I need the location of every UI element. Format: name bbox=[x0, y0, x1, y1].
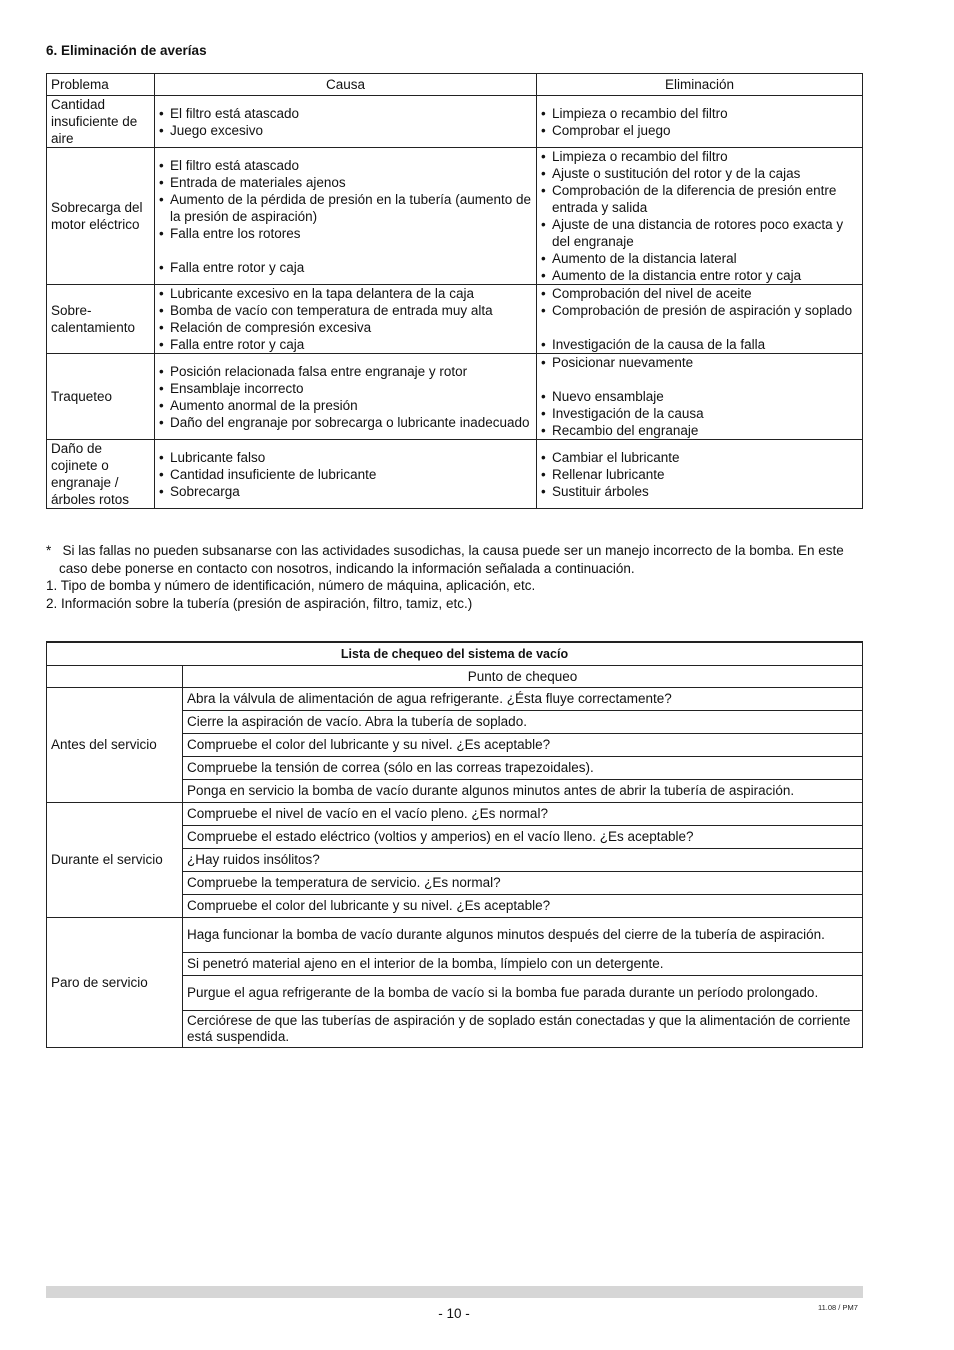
cause-item: • Bomba de vacío con temperatura de entrada muy alta bbox=[159, 302, 532, 319]
checklist-item: Compruebe la temperatura de servicio. ¿Es normal? bbox=[183, 872, 863, 895]
remedy-list bbox=[541, 105, 858, 139]
footer-bar bbox=[46, 1286, 863, 1298]
remedy-item: • Sustituir árboles bbox=[541, 483, 858, 500]
remedy-item: • Posicionar nuevamente bbox=[541, 354, 858, 371]
cause-item bbox=[159, 242, 532, 259]
checklist-item: Compruebe la tensión de correa (sólo en las correas trapezoidales). bbox=[183, 757, 863, 780]
checklist-item: Abra la válvula de alimentación de agua refrigerante. ¿Ésta fluye correctamente? bbox=[183, 688, 863, 711]
section-title: 6. Eliminación de averías bbox=[46, 43, 207, 58]
cause-item: • Aumento anormal de la presión bbox=[159, 397, 532, 414]
checklist-empty-header bbox=[47, 666, 183, 688]
checklist-item: Cerciórese de que las tuberías de aspiración y de soplado están conectadas y que la alimentación de corriente está suspendida. bbox=[183, 1011, 863, 1048]
checklist-item: Purgue el agua refrigerante de la bomba de vacío si la bomba fue parada durante un período prolongado. bbox=[183, 976, 863, 1011]
remedy-item: • Comprobación del nivel de aceite bbox=[541, 285, 858, 302]
table-row bbox=[47, 354, 863, 440]
cause-cell bbox=[155, 440, 537, 509]
problem-cell: Traqueteo bbox=[47, 354, 155, 440]
footnote bbox=[46, 542, 866, 577]
notes bbox=[46, 542, 866, 612]
remedy-list bbox=[541, 449, 858, 500]
remedy-list bbox=[541, 148, 858, 284]
table-row bbox=[47, 148, 863, 285]
remedy-item: • Nuevo ensamblaje bbox=[541, 388, 858, 405]
checklist-row bbox=[47, 803, 863, 826]
remedy-item: • Comprobar el juego bbox=[541, 122, 858, 139]
checklist-row bbox=[47, 918, 863, 953]
checklist-item: Ponga en servicio la bomba de vacío durante algunos minutos antes de abrir la tubería de aspiración. bbox=[183, 780, 863, 803]
cause-item: • Falla entre rotor y caja bbox=[159, 336, 532, 353]
remedy-item: • Ajuste de una distancia de rotores poco exacta y del engranaje bbox=[541, 216, 858, 250]
checklist-item: ¿Hay ruidos insólitos? bbox=[183, 849, 863, 872]
table-row bbox=[47, 96, 863, 148]
checklist-item: Compruebe el estado eléctrico (voltios y amperios) en el vacío lleno. ¿Es aceptable? bbox=[183, 826, 863, 849]
remedy-list bbox=[541, 354, 858, 439]
cause-item: • Sobrecarga bbox=[159, 483, 532, 500]
cause-item: • Falla entre los rotores bbox=[159, 225, 532, 242]
problem-cell: Cantidad insuficiente de aire bbox=[47, 96, 155, 148]
header-remedy: Eliminación bbox=[537, 74, 863, 96]
cause-item: • Daño del engranaje por sobrecarga o lubricante inadecuado bbox=[159, 414, 532, 431]
table-header-row bbox=[47, 74, 863, 96]
troubleshooting-table bbox=[46, 73, 863, 509]
cause-cell bbox=[155, 148, 537, 285]
cause-item: • Entrada de materiales ajenos bbox=[159, 174, 532, 191]
remedy-item: • Investigación de la causa de la falla bbox=[541, 336, 858, 353]
cause-item: • Relación de compresión excesiva bbox=[159, 319, 532, 336]
problem-cell: Sobre-calentamiento bbox=[47, 285, 155, 354]
cause-cell bbox=[155, 354, 537, 440]
remedy-item: • Recambio del engranaje bbox=[541, 422, 858, 439]
table-row bbox=[47, 440, 863, 509]
problem-cell: Sobrecarga del motor eléctrico bbox=[47, 148, 155, 285]
header-cause: Causa bbox=[155, 74, 537, 96]
remedy-item: • Limpieza o recambio del filtro bbox=[541, 148, 858, 165]
checklist-group: Durante el servicio bbox=[47, 803, 183, 918]
remedy-item bbox=[541, 319, 858, 336]
remedy-cell bbox=[537, 440, 863, 509]
checklist-item: Cierre la aspiración de vacío. Abra la tubería de soplado. bbox=[183, 711, 863, 734]
remedy-item: • Investigación de la causa bbox=[541, 405, 858, 422]
remedy-item: • Limpieza o recambio del filtro bbox=[541, 105, 858, 122]
remedy-item: • Aumento de la distancia lateral bbox=[541, 250, 858, 267]
cause-cell bbox=[155, 285, 537, 354]
cause-list bbox=[159, 157, 532, 276]
cause-item: • Cantidad insuficiente de lubricante bbox=[159, 466, 532, 483]
checklist-item: Haga funcionar la bomba de vacío durante algunos minutos después del cierre de la tubería de aspiración. bbox=[183, 918, 863, 953]
remedy-item: • Comprobación de la diferencia de presión entre entrada y salida bbox=[541, 182, 858, 216]
cause-list bbox=[159, 363, 532, 431]
cause-item: • Aumento de la pérdida de presión en la tubería (aumento de la presión de aspiración) bbox=[159, 191, 532, 225]
remedy-list bbox=[541, 285, 858, 353]
cause-item: • El filtro está atascado bbox=[159, 157, 532, 174]
cause-item: • El filtro está atascado bbox=[159, 105, 532, 122]
remedy-item: • Rellenar lubricante bbox=[541, 466, 858, 483]
cause-item: • Ensamblaje incorrecto bbox=[159, 380, 532, 397]
checklist-header-row bbox=[47, 666, 863, 688]
checklist-title: Lista de chequeo del sistema de vacío bbox=[47, 642, 863, 666]
document-code: 11.08 / PM7 bbox=[818, 1303, 858, 1312]
remedy-item bbox=[541, 371, 858, 388]
cause-list bbox=[159, 449, 532, 500]
page-number: - 10 - bbox=[438, 1306, 470, 1321]
checklist-item: Compruebe el color del lubricante y su nivel. ¿Es aceptable? bbox=[183, 734, 863, 757]
problem-cell: Daño de cojinete o engranaje / árboles rotos bbox=[47, 440, 155, 509]
remedy-item: • Ajuste o sustitución del rotor y de la cajas bbox=[541, 165, 858, 182]
cause-list bbox=[159, 105, 532, 139]
checklist-row bbox=[47, 688, 863, 711]
note-item-1: 1. Tipo de bomba y número de identificación, número de máquina, aplicación, etc. bbox=[46, 578, 536, 593]
remedy-item: • Comprobación de presión de aspiración y soplado bbox=[541, 302, 858, 319]
cause-cell bbox=[155, 96, 537, 148]
remedy-cell bbox=[537, 354, 863, 440]
footnote-text: Si las fallas no pueden subsanarse con las actividades susodichas, la causa puede ser un manejo incorrecto de la bomba. En este caso debe ponerse en contacto con nosotros, indicando la información señalada a continuación. bbox=[59, 543, 844, 576]
cause-item: • Lubricante falso bbox=[159, 449, 532, 466]
checklist-item: Compruebe el nivel de vacío en el vacío pleno. ¿Es normal? bbox=[183, 803, 863, 826]
remedy-cell bbox=[537, 96, 863, 148]
remedy-cell bbox=[537, 285, 863, 354]
cause-item: • Posición relacionada falsa entre engranaje y rotor bbox=[159, 363, 532, 380]
checklist-title-row bbox=[47, 642, 863, 666]
cause-item: • Juego excesivo bbox=[159, 122, 532, 139]
header-problem: Problema bbox=[47, 74, 155, 96]
cause-item: • Falla entre rotor y caja bbox=[159, 259, 532, 276]
checklist-point-header: Punto de chequeo bbox=[183, 666, 863, 688]
note-item-2: 2. Información sobre la tubería (presión de aspiración, filtro, tamiz, etc.) bbox=[46, 595, 473, 611]
remedy-item: • Aumento de la distancia entre rotor y caja bbox=[541, 267, 858, 284]
cause-item: • Lubricante excesivo en la tapa delantera de la caja bbox=[159, 285, 532, 302]
checklist-group: Paro de servicio bbox=[47, 918, 183, 1048]
remedy-item: • Cambiar el lubricante bbox=[541, 449, 858, 466]
checklist-group: Antes del servicio bbox=[47, 688, 183, 803]
table-row bbox=[47, 285, 863, 354]
checklist-item: Si penetró material ajeno en el interior de la bomba, límpielo con un detergente. bbox=[183, 953, 863, 976]
checklist-item: Compruebe el color del lubricante y su nivel. ¿Es aceptable? bbox=[183, 895, 863, 918]
footnote-mark: * bbox=[46, 543, 52, 558]
remedy-cell bbox=[537, 148, 863, 285]
checklist-table bbox=[46, 641, 863, 1048]
cause-list bbox=[159, 285, 532, 353]
